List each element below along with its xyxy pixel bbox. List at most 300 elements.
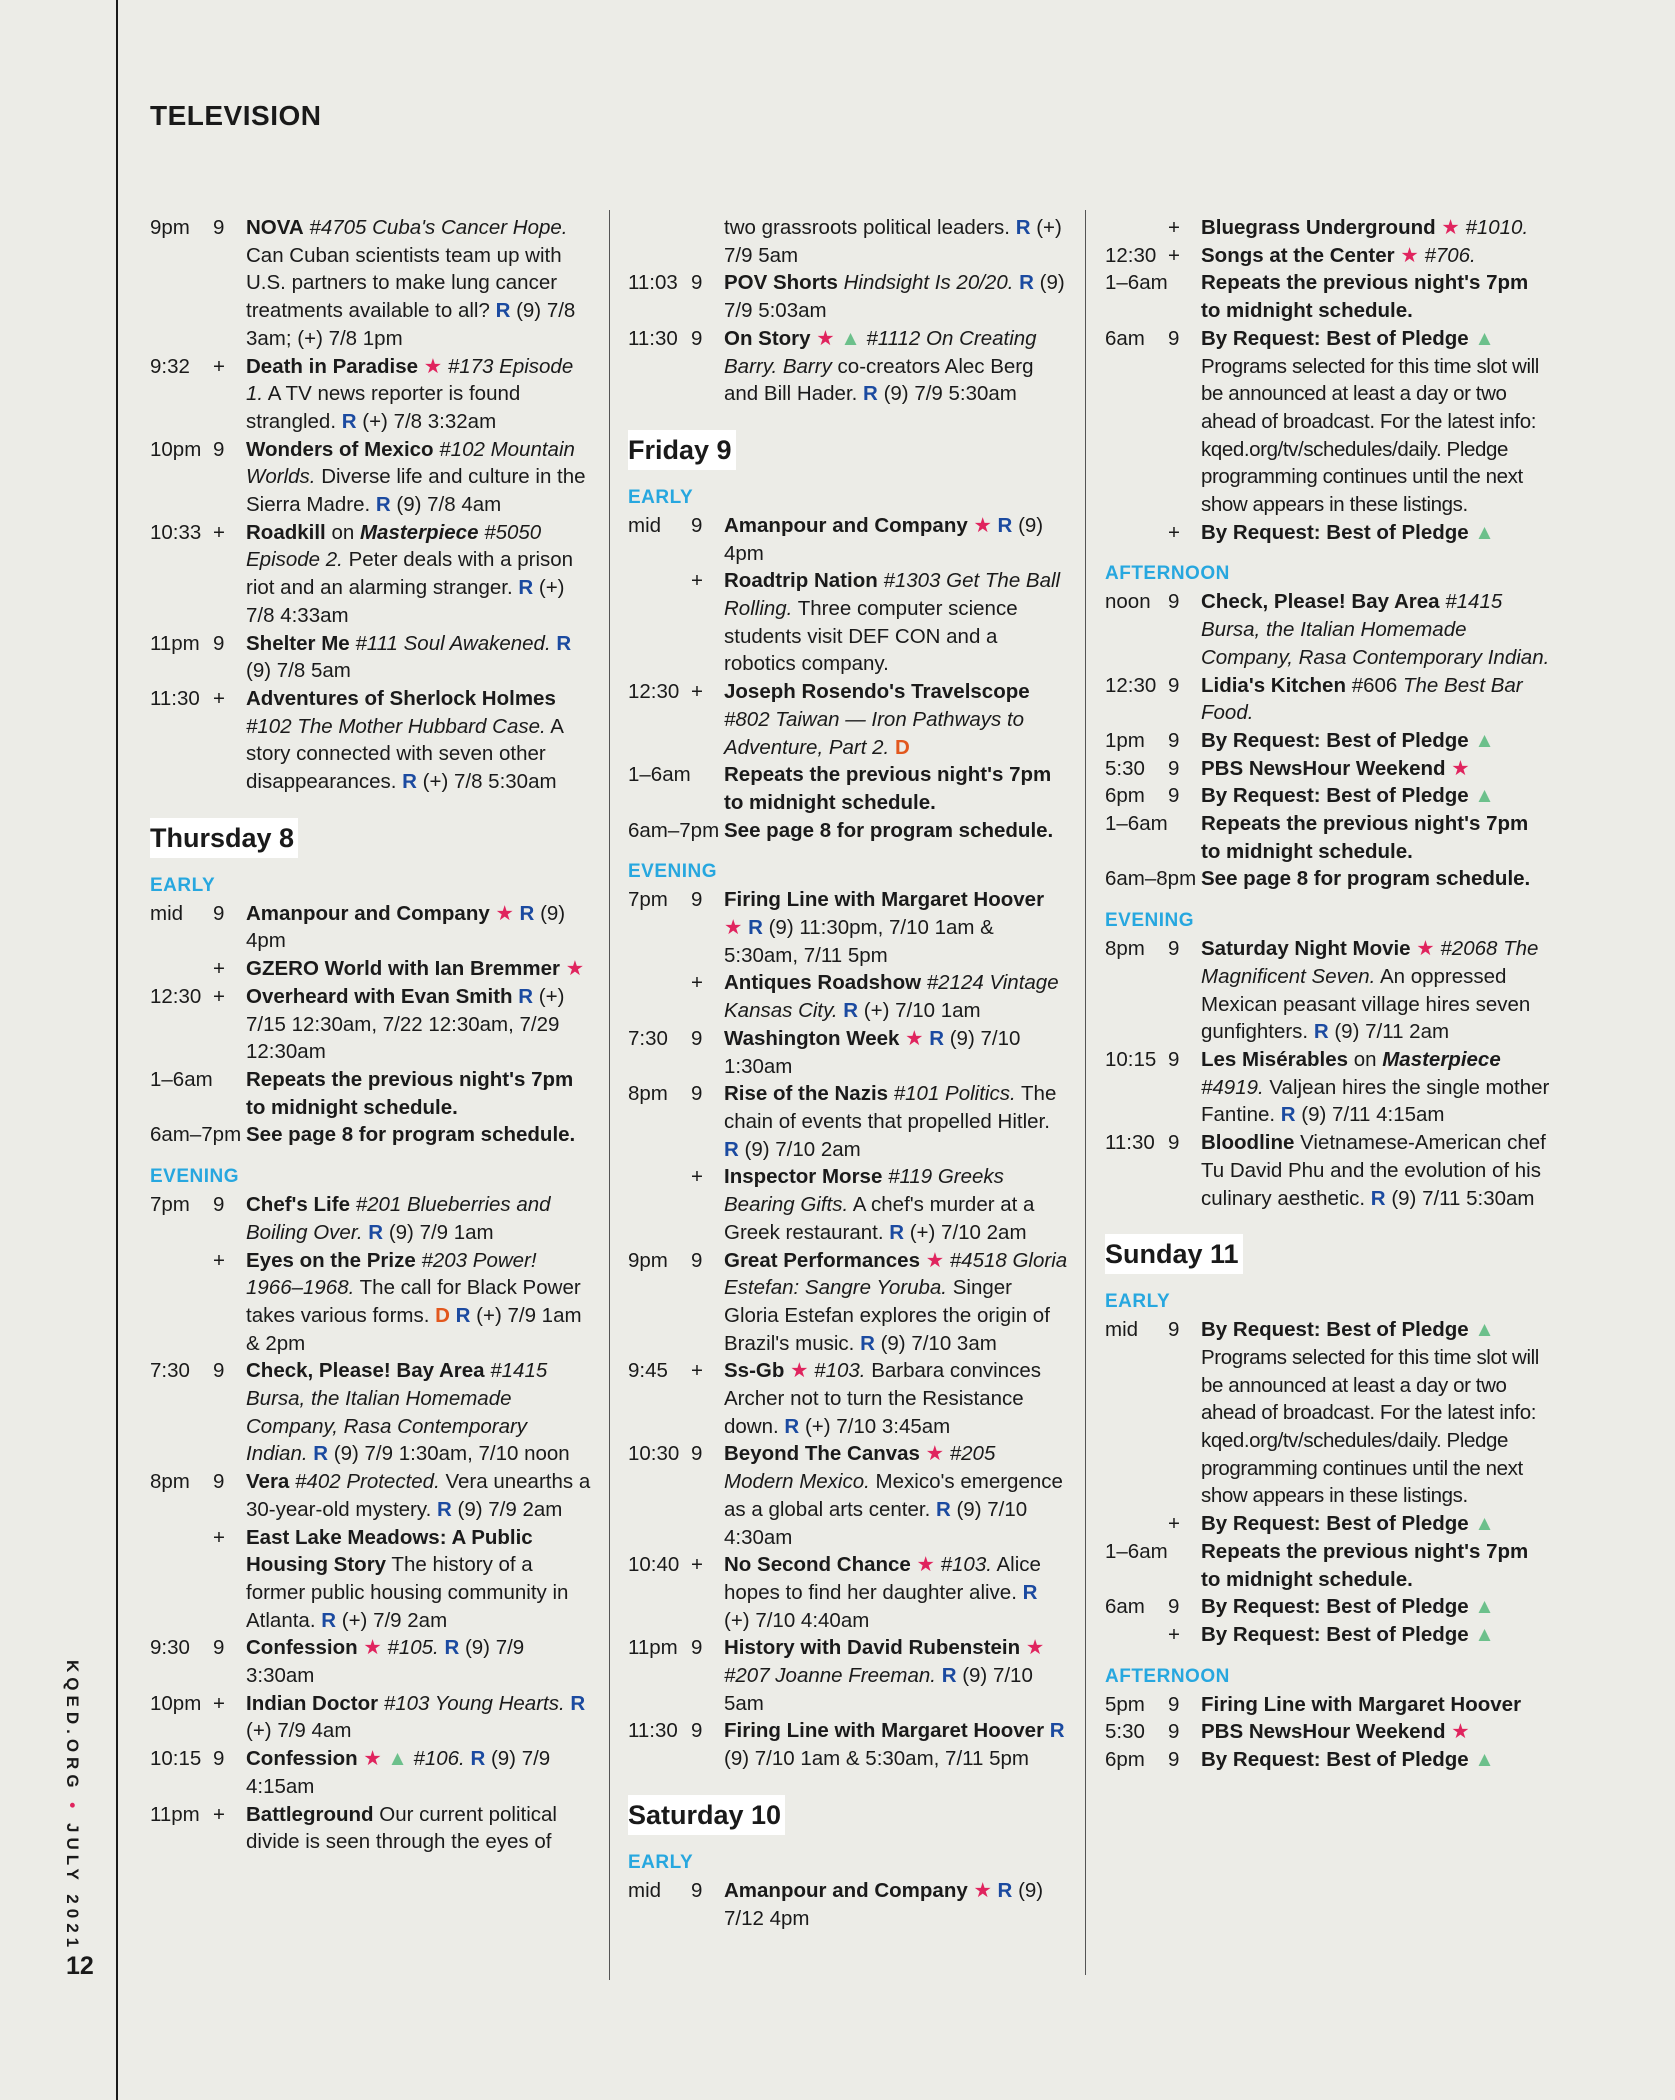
listing-time: 12:30 (1105, 243, 1157, 267)
listing-time: 12:30 (1105, 673, 1157, 697)
listing (1105, 865, 1550, 893)
episode-title: #207 Joanne Freeman. (724, 1664, 936, 1688)
episode-title: #1415 Bursa, the Italian Homemade Company, Rasa Contemporary Indian. (246, 1359, 548, 1466)
listing-title: See page 8 for program schedule. (246, 1123, 576, 1147)
listing-channel: 9 (1168, 673, 1180, 697)
day-heading: Friday 9 (628, 430, 736, 470)
listing-time: 1–6am (628, 763, 691, 787)
listing-title: History with David Rubenstein (724, 1636, 1021, 1660)
listing-connector: on (331, 520, 355, 544)
listing-desc: Valjean hires the single mother Fantine. (1201, 1075, 1550, 1127)
listing (150, 1066, 592, 1121)
listing-time: 6am–7pm (150, 1123, 242, 1147)
listing-title: By Request: Best of Pledge (1201, 1318, 1469, 1342)
rerun-times: (+) 7/9 1am & 2pm (246, 1303, 582, 1355)
listing (150, 1468, 592, 1523)
listing-channel: 9 (691, 1719, 703, 1743)
listing-title: Rise of the Nazis (724, 1082, 889, 1106)
rerun-icon: R (941, 1664, 957, 1688)
listing-desc: Our current political divide is seen through the eyes of (246, 1802, 557, 1854)
listing-channel: + (1168, 243, 1180, 267)
listing (628, 1551, 1068, 1634)
listing (1105, 1046, 1550, 1129)
episode-title: #802 Taiwan — Iron Pathways to Adventure, Part 2. (724, 707, 1025, 759)
listing-title: See page 8 for program schedule. (1201, 867, 1531, 891)
rerun-icon: R (402, 770, 417, 794)
listing (628, 269, 1068, 324)
listing-time: 8pm (150, 1470, 190, 1494)
rerun-times: (9) 7/10 1am & 5:30am, 7/11 5pm (724, 1747, 1030, 1771)
listing (628, 325, 1068, 408)
listing (150, 900, 592, 955)
rerun-icon: R (997, 513, 1013, 537)
listing-title: See page 8 for program schedule. (724, 818, 1054, 842)
listing-time: 10:40 (628, 1553, 680, 1577)
listing-channel: 9 (213, 437, 225, 461)
series-title: Masterpiece (1382, 1047, 1501, 1071)
episode-title: #103. (940, 1553, 992, 1577)
site-name: KQED.ORG (63, 1660, 82, 1793)
listing-time: noon (1105, 590, 1151, 614)
listing-title: Roadtrip Nation (724, 569, 878, 593)
show-reference: Barry (782, 354, 832, 378)
listing-time: 5pm (1105, 1692, 1145, 1716)
listing-channel: 9 (213, 1470, 225, 1494)
listing-desc: two grassroots political leaders. (724, 216, 1010, 239)
part-heading: EARLY (628, 1851, 694, 1873)
listing-title: Roadkill (246, 520, 326, 544)
listing-desc: Peter deals with a prison riot and an alarming stranger. (246, 548, 574, 600)
listing-channel: 9 (1168, 590, 1180, 614)
listing-channel: 9 (1168, 1692, 1180, 1716)
part-heading: EARLY (150, 874, 216, 896)
listing-title: On Story (724, 326, 811, 350)
listing-channel: + (213, 1802, 225, 1826)
listing-time: mid (1105, 1318, 1139, 1342)
listing-channel (1168, 1538, 1201, 1593)
listing (1105, 1593, 1550, 1621)
listing (150, 955, 592, 983)
triangle-icon: ▲ (840, 326, 861, 350)
listing-channel: 9 (213, 901, 225, 925)
listing (628, 1025, 1068, 1080)
listing-time (150, 1247, 213, 1358)
rerun-times: (9) 7/8 5am (246, 659, 351, 683)
listing-title: By Request: Best of Pledge (1201, 1512, 1469, 1536)
listing-time: 1–6am (1105, 271, 1168, 295)
day-heading: Saturday 10 (628, 1795, 785, 1835)
listing-channel: 9 (691, 326, 703, 350)
star-icon: ★ (495, 901, 514, 925)
listing (1105, 672, 1550, 727)
episode-title: #2124 Vintage Kansas City. (724, 971, 1059, 1023)
triangle-icon: ▲ (1474, 1748, 1495, 1772)
listing-desc: Alice hopes to find her daughter alive. (724, 1553, 1041, 1604)
rerun-icon: R (519, 901, 535, 925)
listing-title: Amanpour and Company (246, 901, 490, 925)
rerun-icon: R (321, 1608, 337, 1632)
listing (628, 512, 1068, 567)
rerun-times: (9) 7/8 3am; (+) 7/8 1pm (246, 299, 576, 350)
listing-time: 12:30 (150, 984, 202, 1008)
listing-title: By Request: Best of Pledge (1201, 1622, 1469, 1646)
listing-time (628, 567, 691, 678)
episode-title: #2068 The Magnificent Seven. (1201, 937, 1539, 988)
listing-channel: + (213, 354, 225, 378)
listing (150, 1357, 592, 1468)
triangle-icon: ▲ (1474, 326, 1495, 350)
listing-time (1105, 519, 1168, 547)
listing-time: 8pm (1105, 937, 1145, 961)
rerun-icon: R (470, 1747, 486, 1771)
listing (628, 817, 1068, 845)
listing-time (1105, 214, 1168, 242)
listing (1105, 1129, 1550, 1212)
star-icon: ★ (1451, 756, 1470, 780)
listing-title: By Request: Best of Pledge (1201, 326, 1469, 350)
listing (628, 969, 1068, 1024)
rerun-times: (+) 7/9 2am (341, 1608, 448, 1632)
listing-time: 10:15 (1105, 1047, 1157, 1071)
column-rule (1085, 210, 1086, 1975)
listing-title: Bloodline (1201, 1131, 1295, 1155)
star-icon: ★ (1451, 1720, 1470, 1744)
episode-title: #4518 Gloria Estefan: Sangre Yoruba. (724, 1248, 1068, 1300)
listing-title: Amanpour and Company (724, 1878, 968, 1902)
star-icon: ★ (816, 326, 835, 350)
episode-title: #101 Politics. (893, 1082, 1016, 1106)
listing-channel: + (1168, 1622, 1180, 1646)
listing-channel: + (213, 520, 225, 544)
listing (628, 886, 1068, 969)
episode-title: Hindsight Is 20/20. (843, 271, 1014, 295)
listing-desc: A chef's murder at a Greek restaurant. (724, 1193, 1035, 1244)
listing (150, 1745, 592, 1800)
rerun-icon: R (929, 1026, 945, 1050)
episode-title: Episode 2. (246, 548, 343, 572)
episode-title: #111 Soul Awakened. (355, 631, 551, 655)
listing-title: Saturday Night Movie (1201, 937, 1411, 961)
listing-channel: 9 (1168, 937, 1180, 961)
star-icon: ★ (565, 957, 585, 981)
listing-title: Confession (246, 1747, 358, 1771)
listing-title: Firing Line with Margaret Hoover (724, 1719, 1045, 1743)
listing-time: 9:30 (150, 1636, 190, 1660)
rerun-times: (+) 7/8 5:30am (422, 770, 557, 794)
listing-channel: + (213, 957, 225, 981)
star-icon: ★ (973, 513, 992, 537)
listing (628, 1080, 1068, 1163)
rerun-times: (9) 7/10 2am (744, 1137, 861, 1161)
listing-title: Repeats the previous night's 7pm to midnight schedule. (1201, 812, 1529, 863)
listing-title: Firing Line with Margaret Hoover (724, 888, 1045, 912)
listing-time: 1–6am (1105, 1539, 1168, 1563)
part-heading: EVENING (1105, 910, 1195, 932)
episode-title: #103. (814, 1359, 866, 1383)
episode-title: #4919. (1201, 1075, 1264, 1099)
episode-number: #606 (1351, 673, 1398, 697)
rerun-times: (9) 7/10 1:30am (724, 1026, 1021, 1078)
star-icon: ★ (916, 1553, 935, 1577)
listing (628, 1877, 1068, 1932)
listing-time (150, 1524, 213, 1635)
schedule-column-2 (628, 214, 1068, 1932)
episode-title: #706. (1424, 243, 1476, 267)
listing-channel: 9 (213, 631, 225, 655)
rerun-icon: R (556, 631, 572, 655)
rerun-times: (9) 7/10 3am (880, 1331, 997, 1355)
rerun-icon: R (341, 409, 357, 433)
listing-title: Wonders of Mexico (246, 437, 434, 461)
listing-channel: + (213, 686, 225, 710)
listing-title: Confession (246, 1636, 358, 1660)
rerun-icon: R (1022, 1580, 1038, 1604)
episode-title: #402 Protected. (295, 1470, 440, 1494)
listing (628, 1357, 1068, 1440)
listing (1105, 1746, 1550, 1774)
listing-channel: 9 (1168, 1318, 1180, 1342)
listing-desc: A TV news reporter is found strangled. (246, 382, 521, 433)
rerun-icon: R (860, 1331, 875, 1355)
rerun-icon: R (1015, 216, 1031, 239)
listing-title: Great Performances (724, 1248, 920, 1272)
part-heading: EARLY (1105, 1291, 1171, 1313)
listing-channel: + (691, 1359, 703, 1383)
triangle-icon: ▲ (1474, 784, 1495, 808)
star-icon: ★ (1400, 243, 1419, 267)
listing-time: 10:30 (628, 1442, 680, 1466)
listing-title: By Request: Best of Pledge (1201, 1748, 1469, 1772)
star-icon: ★ (363, 1636, 382, 1660)
star-icon: ★ (1025, 1636, 1045, 1660)
rerun-icon: R (889, 1220, 905, 1244)
listing-time: 6am (1105, 326, 1145, 350)
rerun-icon: R (997, 1878, 1013, 1902)
triangle-icon: ▲ (387, 1747, 408, 1771)
listing (150, 1801, 592, 1856)
listing-title: Firing Line with Margaret Hoover (1201, 1692, 1522, 1716)
listing-channel: 9 (213, 1359, 225, 1383)
listing-title: Inspector Morse (724, 1165, 883, 1189)
listing-time: 10pm (150, 437, 202, 461)
rerun-icon: R (495, 299, 511, 323)
rerun-times: (9) 7/12 4pm (724, 1878, 1044, 1930)
listing (1105, 810, 1550, 865)
listing-title: Chef's Life (246, 1193, 350, 1217)
listing (628, 1163, 1068, 1246)
listing (1105, 1316, 1550, 1510)
rerun-icon: R (570, 1691, 586, 1715)
schedule-column-3 (1105, 214, 1550, 1774)
star-icon: ★ (1416, 937, 1435, 961)
page-number: 12 (66, 1952, 94, 1980)
rerun-icon: R (368, 1220, 384, 1244)
episode-title: Episode 1. (246, 354, 574, 406)
part-heading: AFTERNOON (1105, 1665, 1230, 1687)
listing-time: mid (628, 1878, 662, 1902)
listing (628, 761, 1068, 816)
star-icon: ★ (1441, 216, 1460, 239)
listing (1105, 1691, 1550, 1719)
listing-title: Repeats the previous night's 7pm to midnight schedule. (246, 1067, 574, 1119)
listing (150, 983, 592, 1066)
rerun-times: (9) 7/9 5:03am (724, 271, 1065, 323)
described-icon: D (435, 1303, 450, 1327)
listing-title: By Request: Best of Pledge (1201, 784, 1469, 808)
listing-title: Songs at the Center (1201, 243, 1395, 267)
listing (1105, 325, 1550, 519)
section-title: TELEVISION (150, 100, 322, 131)
rerun-icon: R (724, 1137, 739, 1161)
star-icon: ★ (363, 1747, 382, 1771)
schedule-column-1 (150, 214, 592, 1856)
listing (1105, 727, 1550, 755)
listing-channel (1168, 269, 1201, 324)
listing-time: 7pm (628, 888, 668, 912)
rerun-icon: R (444, 1636, 460, 1660)
listing-channel: 9 (213, 216, 225, 239)
listing-time: 11:30 (1105, 1131, 1155, 1155)
rerun-times: (9) 4pm (246, 901, 566, 953)
listing (150, 353, 592, 436)
listing-time (628, 1163, 691, 1246)
listing (628, 678, 1068, 761)
listing-title: By Request: Best of Pledge (1201, 520, 1469, 544)
listing-channel: 9 (691, 1082, 703, 1106)
listing-title: PBS NewsHour Weekend (1201, 1720, 1446, 1744)
listing-time: 8pm (628, 1082, 668, 1106)
listing (1105, 1621, 1550, 1649)
episode-title: #4705 Cuba's Cancer Hope. (309, 216, 568, 239)
listing-channel: 9 (1168, 1720, 1180, 1744)
rerun-times: (9) 7/11 4:15am (1301, 1103, 1445, 1127)
listing-channel: 9 (1168, 728, 1180, 752)
rerun-times: (+) 7/9 4am (246, 1719, 352, 1743)
part-heading: EVENING (628, 861, 718, 883)
listing (1105, 935, 1550, 1046)
episode-title: #102 The Mother Hubbard Case. (246, 714, 546, 738)
listing-channel: 9 (1168, 326, 1180, 350)
listing-channel: + (1168, 520, 1180, 544)
listing-title: Antiques Roadshow (724, 971, 922, 995)
rerun-icon: R (1370, 1186, 1386, 1210)
episode-title: #1415 Bursa, the Italian Homemade Company, Rasa Contemporary Indian. (1201, 590, 1550, 669)
listing-title: Repeats the previous night's 7pm to midnight schedule. (724, 763, 1052, 814)
listing-title: Bluegrass Underground (1201, 216, 1436, 239)
listing-time: 11:30 (628, 1719, 678, 1743)
listing-channel: 9 (1168, 1595, 1180, 1619)
listing-channel: 9 (1168, 784, 1180, 808)
listing-title: POV Shorts (724, 271, 838, 295)
listing-time: 12:30 (628, 680, 680, 704)
triangle-icon: ▲ (1474, 1622, 1495, 1646)
listing-channel: 9 (1168, 1047, 1180, 1071)
episode-title: #106. (413, 1747, 465, 1771)
listing-time: 9pm (150, 216, 190, 239)
listing-desc: The chain of events that propelled Hitler. (724, 1082, 1057, 1133)
star-icon: ★ (925, 1442, 945, 1466)
part-heading: EVENING (150, 1166, 240, 1188)
listing (628, 1717, 1068, 1772)
listing-title: Eyes on the Prize (246, 1248, 416, 1272)
listing (150, 436, 592, 519)
listing-time: 7:30 (628, 1026, 668, 1050)
listing-title: Check, Please! Bay Area (1201, 590, 1440, 614)
listing-channel: + (1168, 216, 1180, 239)
listing-connector: on (1353, 1047, 1377, 1071)
listing-time: 7:30 (150, 1359, 190, 1383)
episode-title: #1010. (1465, 216, 1529, 239)
column-rule (609, 210, 610, 1980)
listing-channel: 9 (1168, 1748, 1180, 1772)
rerun-times: (9) 7/9 3:30am (246, 1636, 525, 1688)
listing (150, 214, 592, 353)
rerun-times: (9) 7/8 4am (396, 493, 502, 517)
listing-title: Les Misérables (1201, 1047, 1348, 1071)
listing-title: GZERO World with Ian Bremmer (246, 957, 560, 981)
listing-channel: 9 (691, 1026, 703, 1050)
listing-desc: Mexico's emergence as a global arts center. (724, 1470, 1063, 1521)
star-icon: ★ (423, 354, 443, 378)
listing (150, 1524, 592, 1635)
listing (150, 1690, 592, 1745)
triangle-icon: ▲ (1474, 1318, 1495, 1342)
rerun-icon: R (518, 984, 534, 1008)
listing-title: Amanpour and Company (724, 513, 968, 537)
rerun-times: (+) 7/8 4:33am (246, 576, 565, 627)
listing-title: Vera (246, 1470, 290, 1494)
listing-time: 5:30 (1105, 756, 1145, 780)
listing-title: Check, Please! Bay Area (246, 1359, 485, 1383)
rerun-times: (9) 7/10 5am (724, 1664, 1033, 1715)
listing (150, 685, 592, 796)
star-icon: ★ (905, 1026, 924, 1050)
listing-channel: + (213, 1525, 225, 1549)
listing-time: 11pm (150, 631, 200, 655)
listing (150, 1247, 592, 1358)
listing-channel: + (691, 971, 703, 995)
rerun-times: (+) 7/9 5am (724, 216, 1062, 267)
episode-title: The Best Bar Food. (1201, 673, 1523, 725)
listing-time (150, 955, 213, 983)
day-heading: Thursday 8 (150, 818, 298, 858)
listing-desc: co-creators Alec Berg and Bill Hader. (724, 354, 1034, 406)
listing (1105, 242, 1550, 270)
listing-time: 5:30 (1105, 1720, 1145, 1744)
listing-title: Lidia's Kitchen (1201, 673, 1346, 697)
listing (150, 1634, 592, 1689)
star-icon: ★ (973, 1878, 992, 1902)
rerun-times: (9) 7/10 4:30am (724, 1497, 1028, 1549)
listing (1105, 214, 1550, 242)
listing-desc: Three computer science students visit DEF CON and a robotics company. (724, 597, 1018, 676)
listing-channel: + (691, 1165, 703, 1189)
listing-time: 1–6am (1105, 812, 1168, 836)
listing-desc: A story connected with seven other disappearances. (246, 714, 563, 794)
issue-date: JULY 2021 (63, 1822, 82, 1953)
rerun-times: (9) 7/9 4:15am (246, 1747, 551, 1798)
listing-time: 6am–7pm (628, 818, 720, 842)
rerun-times: (9) 7/9 2am (457, 1497, 563, 1521)
triangle-icon: ▲ (1474, 520, 1495, 544)
listing (628, 1247, 1068, 1358)
listing-title: Repeats the previous night's 7pm to midnight schedule. (1201, 271, 1529, 323)
rerun-icon: R (935, 1497, 951, 1521)
listing-title: Overheard with Evan Smith (246, 984, 513, 1008)
listing (1105, 782, 1550, 810)
rerun-times: (9) 7/9 1:30am, 7/10 noon (333, 1442, 570, 1466)
margin-rule (116, 0, 118, 2100)
